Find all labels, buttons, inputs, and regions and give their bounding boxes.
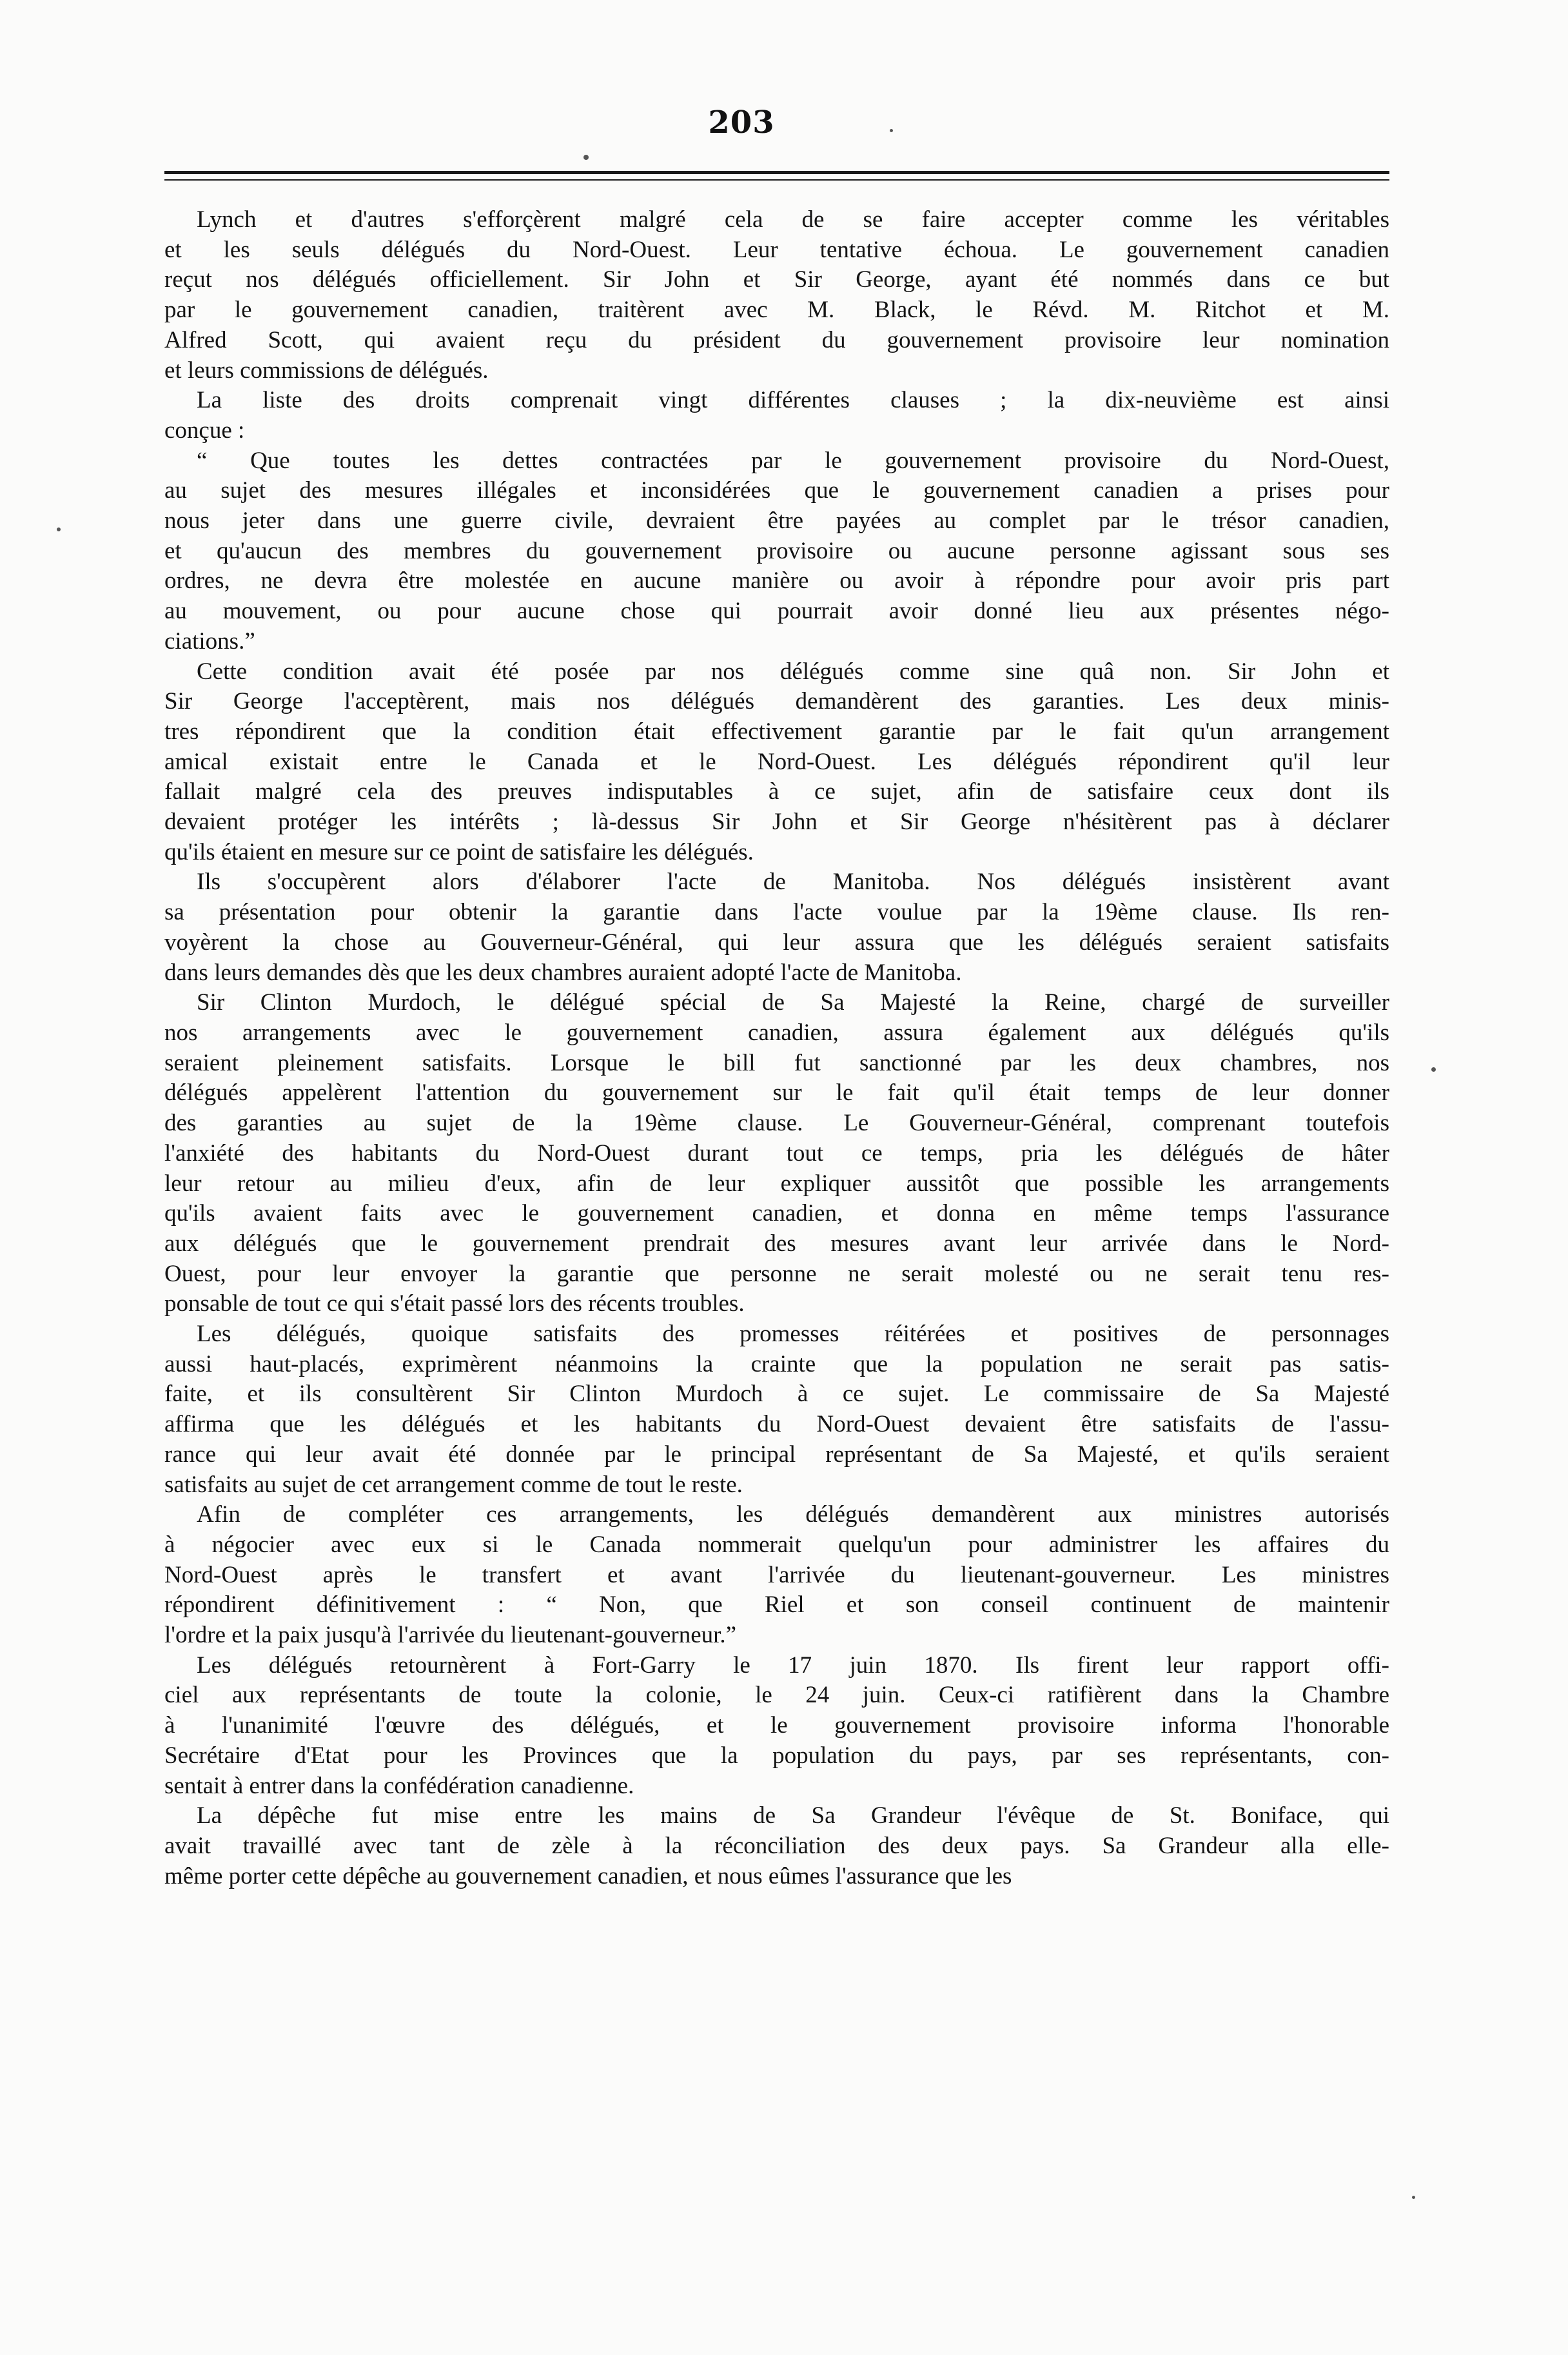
paragraph [164,867,1389,988]
text-line: avait travaillé avec tant de zèle à la réconciliation des deux pays. Sa Grandeur alla elle- [164,1832,1389,1859]
text-line: conçue : [164,417,245,444]
text-line: par le gouvernement canadien, traitèrent avec M. Black, le Révd. M. Ritchot et M. [164,297,1389,324]
text-line: même porter cette dépêche au gouvernement canadien, et nous eûmes l'assurance que les [164,1862,1012,1889]
text-line: fallait malgré cela des preuves indisputables à ce sujet, afin de satisfaire ceux dont ils [164,778,1389,805]
text-line: aussi haut-placés, exprimèrent néanmoins la crainte que la population ne serait pas satis- [164,1350,1389,1377]
text-line: Cette condition avait été posée par nos délégués comme sine quâ non. Sir John et [197,658,1389,685]
paragraph [164,1801,1389,1891]
text-line: La dépêche fut mise entre les mains de Sa Grandeur l'évêque de St. Boniface, qui [197,1802,1389,1829]
header-rule-thick [164,171,1389,174]
scan-speck [583,155,589,160]
scan-speck [1412,2196,1415,2199]
text-line: tres répondirent que la condition était effectivement garantie par le fait qu'un arrangement [164,718,1389,745]
text-line: l'anxiété des habitants du Nord-Ouest durant tout ce temps, pria les délégués de hâter [164,1139,1389,1167]
text-line: sentait à entrer dans la confédération canadienne. [164,1772,634,1799]
text-line: ciations.” [164,627,255,655]
text-line: dans leurs demandes dès que les deux chambres auraient adopté l'acte de Manitoba. [164,959,962,986]
text-line: faite, et ils consultèrent Sir Clinton Murdoch à ce sujet. Le commissaire de Sa Majesté [164,1381,1389,1408]
scan-speck [1431,1067,1436,1072]
text-line: Sir Clinton Murdoch, le délégué spécial de Sa Majesté la Reine, chargé de surveiller [197,989,1389,1016]
text-line: Ils s'occupèrent alors d'élaborer l'acte de Manitoba. Nos délégués insistèrent avant [197,869,1389,896]
text-line: Lynch et d'autres s'efforçèrent malgré cela de se faire accepter comme les véritables [197,206,1389,233]
text-line: et leurs commissions de délégués. [164,357,489,384]
text-line: La liste des droits comprenait vingt différentes clauses ; la dix-neuvième est ainsi [197,387,1389,414]
text-line: Sir George l'acceptèrent, mais nos délégués demandèrent des garanties. Les deux minis- [164,688,1389,715]
paragraph [164,446,1389,657]
body-text [164,205,1389,1891]
text-line: Les délégués, quoique satisfaits des promesses réitérées et positives de personnages [197,1321,1389,1348]
text-line: Afin de compléter ces arrangements, les délégués demandèrent aux ministres autorisés [197,1501,1389,1528]
text-line: affirma que les délégués et les habitants du Nord-Ouest devaient être satisfaits de l'assu- [164,1411,1389,1438]
text-line: nous jeter dans une guerre civile, devraient être payées au complet par le trésor canadien, [164,507,1389,535]
text-line: Secrétaire d'Etat pour les Provinces que la population du pays, par ses représentants, con- [164,1742,1389,1769]
text-line: à l'unanimité l'œuvre des délégués, et le gouvernement provisoire informa l'honorable [164,1712,1389,1739]
text-line: qu'ils avaient faits avec le gouvernement canadien, et donna en même temps l'assurance [164,1200,1389,1227]
paragraph [164,386,1389,446]
paragraph [164,657,1389,868]
text-line: “ Que toutes les dettes contractées par le gouvernement provisoire du Nord-Ouest, [197,447,1389,474]
paragraph [164,1319,1389,1500]
text-line: sa présentation pour obtenir la garantie dans l'acte voulue par la 19ème clause. Ils ren- [164,899,1389,926]
text-line: reçut nos délégués officiellement. Sir John et Sir George, ayant été nommés dans ce but [164,266,1389,293]
text-line: répondirent définitivement : “ Non, que Riel et son conseil continuent de maintenir [164,1591,1389,1619]
text-line: qu'ils étaient en mesure sur ce point de satisfaire les délégués. [164,838,754,865]
paragraph [164,1651,1389,1802]
text-line: satisfaits au sujet de cet arrangement comme de tout le reste. [164,1471,743,1498]
header-rule-thin [164,179,1389,181]
text-line: à négocier avec eux si le Canada nommerait quelqu'un pour administrer les affaires du [164,1531,1389,1558]
text-line: devaient protéger les intérêts ; là-dessus Sir John et Sir George n'hésitèrent pas à déclarer [164,809,1389,836]
text-line: nos arrangements avec le gouvernement canadien, assura également aux délégués qu'ils [164,1019,1389,1046]
scan-speck [890,129,893,132]
text-line: Ouest, pour leur envoyer la garantie que personne ne serait molesté ou ne serait tenu res- [164,1260,1389,1287]
text-line: au sujet des mesures illégales et inconsidérées que le gouvernement canadien a prises pour [164,477,1389,504]
text-line: et qu'aucun des membres du gouvernement provisoire ou aucune personne agissant sous ses [164,537,1389,564]
text-line: Nord-Ouest après le transfert et avant l'arrivée du lieutenant-gouverneur. Les ministres [164,1561,1389,1588]
text-line: l'ordre et la paix jusqu'à l'arrivée du lieutenant-gouverneur.” [164,1622,737,1649]
text-line: leur retour au milieu d'eux, afin de leur expliquer aussitôt que possible les arrangements [164,1170,1389,1197]
text-line: ponsable de tout ce qui s'était passé lors des récents troubles. [164,1290,745,1317]
text-line: Les délégués retournèrent à Fort-Garry le 17 juin 1870. Ils firent leur rapport offi- [197,1651,1389,1679]
text-line: ciel aux représentants de toute la colonie, le 24 juin. Ceux-ci ratifièrent dans la Chambre [164,1682,1389,1709]
text-line: Alfred Scott, qui avaient reçu du président du gouvernement provisoire leur nomination [164,326,1389,353]
text-line: au mouvement, ou pour aucune chose qui pourrait avoir donné lieu aux présentes négo- [164,598,1389,625]
scan-speck [57,527,61,531]
text-line: des garanties au sujet de la 19ème clause. Le Gouverneur-Général, comprenant toutefois [164,1110,1389,1137]
text-line: aux délégués que le gouvernement prendrait des mesures avant leur arrivée dans le Nord- [164,1230,1389,1257]
text-line: délégués appelèrent l'attention du gouvernement sur le fait qu'il était temps de leur donner [164,1079,1389,1107]
text-line: ordres, ne devra être molestée en aucune manière ou avoir à répondre pour avoir pris part [164,567,1389,595]
paragraph [164,988,1389,1319]
text-line: et les seuls délégués du Nord-Ouest. Leur tentative échoua. Le gouvernement canadien [164,236,1389,263]
text-line: amical existait entre le Canada et le Nord-Ouest. Les délégués répondirent qu'il leur [164,748,1389,775]
paragraph [164,205,1389,386]
page-number: 203 [708,104,775,141]
text-line: seraient pleinement satisfaits. Lorsque le bill fut sanctionné par les deux chambres, nos [164,1049,1389,1076]
paragraph [164,1500,1389,1651]
text-line: rance qui leur avait été donnée par le principal représentant de Sa Majesté, et qu'ils seraient [164,1441,1389,1468]
text-line: voyèrent la chose au Gouverneur-Général, qui leur assura que les délégués seraient satisfaits [164,929,1389,956]
